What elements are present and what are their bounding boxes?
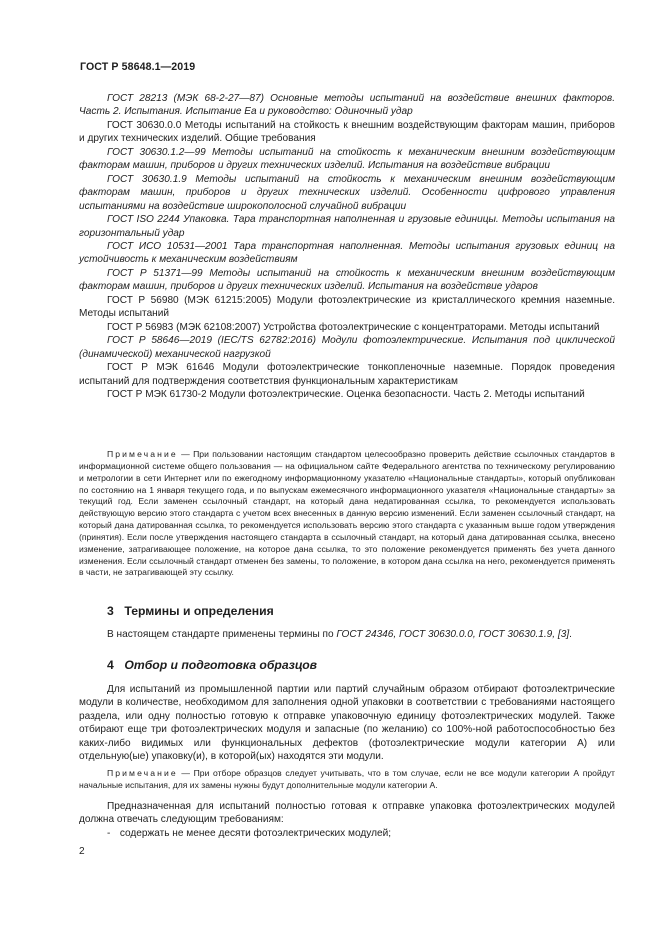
section-4-title: Отбор и подготовка образцов bbox=[124, 658, 318, 672]
normative-reference: ГОСТ ИСО 10531—2001 Тара транспортная наполненная. Методы испытания грузовых единиц на устойчивость к механическим воздействиям bbox=[79, 240, 615, 266]
section-4-paragraph-1: Для испытаний из промышленной партии или партий случайным образом отбирают фотоэлектрические модули в количестве, необходимом для заполнения одной упаковки в соответствии с требованиями настоящего раздела, или одну полностью готовую к отправке упаковочную единицу фотоэлектрических модулей. Также отбирают еще три фотоэлектрических модуля и запасные (по желанию) со 100%-ной работоспособностью без каких-либо видимых или функциональных дефектов (фотоэлектрические модули категории А) или отдельную(ые) упаковку(и), в которой(ых) находятся эти модули. bbox=[79, 684, 615, 763]
requirement-list-item bbox=[107, 828, 391, 839]
normative-reference: ГОСТ Р МЭК 61646 Модули фотоэлектрические тонкопленочные наземные. Порядок проведения испытаний для подтверждения соответствия функциональным характеристикам bbox=[79, 362, 615, 387]
section-3-title: Термины и определения bbox=[124, 604, 274, 618]
section-3-text-after: . bbox=[569, 629, 572, 640]
note-label: Примечание bbox=[107, 449, 178, 459]
normative-reference: ГОСТ Р 51371—99 Методы испытаний на стойкость к механическим внешним воздействующим факторам машин, приборов и других технических изделий. Испытания на воздействие ударов bbox=[79, 267, 615, 293]
section-3-heading bbox=[107, 604, 274, 618]
normative-reference: ГОСТ Р 56980 (МЭК 61215:2005) Модули фотоэлектрические из кристаллического кремния наземные. Методы испытаний bbox=[79, 294, 615, 320]
normative-reference: ГОСТ 30630.1.9 Методы испытаний на стойкость к механическим внешним воздействующим факторам машин, приборов и других технических изделий. Особенности цифрового управления испытаниями на воздействие широкополосной случайной вибрации bbox=[79, 173, 615, 212]
normative-reference: ГОСТ 30630.1.2—99 Методы испытаний на стойкость к механическим внешним воздействующим факторам машин, приборов и других технических изделий. Испытания на воздействие вибрации bbox=[79, 146, 615, 172]
section-3-paragraph bbox=[79, 628, 615, 641]
note-sampling-label: Примечание bbox=[107, 768, 178, 778]
section-4-paragraph-2: Предназначенная для испытаний полностью готовая к отправке упаковка фотоэлектрических модулей должна отвечать следующим требованиям: bbox=[79, 801, 615, 826]
document-header: ГОСТ Р 58648.1—2019 bbox=[80, 61, 196, 73]
section-4-number: 4 bbox=[107, 658, 114, 672]
normative-reference: ГОСТ 30630.0.0 Методы испытаний на стойкость к внешним воздействующим факторам машин, приборов и других технических изделий. Общие требования bbox=[79, 119, 615, 145]
normative-reference: ГОСТ Р 58646—2019 (IEC/TS 62782:2016) Модули фотоэлектрические. Испытания под циклической (динамической) механической нагрузкой bbox=[79, 335, 615, 360]
normative-reference: ГОСТ Р МЭК 61730-2 Модули фотоэлектрические. Оценка безопасности. Часть 2. Методы испытаний bbox=[107, 388, 585, 400]
section-3-number: 3 bbox=[107, 604, 114, 618]
normative-reference: ГОСТ ISO 2244 Упаковка. Тара транспортная наполненная и грузовые единицы. Методы испытания на горизонтальный удар bbox=[79, 214, 615, 239]
note-references bbox=[79, 449, 615, 579]
normative-reference: ГОСТ 28213 (МЭК 68-2-27—87) Основные методы испытаний на воздействие внешних факторов. Часть 2. Испытания. Испытание Еа и руководство: Одиночный удар bbox=[79, 93, 615, 118]
list-item-text: содержать не менее десяти фотоэлектрических модулей; bbox=[119, 828, 392, 839]
list-dash: - bbox=[107, 828, 111, 839]
note-sampling-text: — При отборе образцов следует учитывать, что в том случае, если не все модули категории А пройдут начальные испытания, для их замены нужны будут дополнительные модули категории А. bbox=[79, 768, 615, 790]
page-number: 2 bbox=[79, 846, 85, 857]
note-sampling bbox=[79, 768, 615, 792]
normative-reference: ГОСТ Р 56983 (МЭК 62108:2007) Устройства фотоэлектрические с концентраторами. Методы испытаний bbox=[107, 321, 600, 333]
section-4-heading bbox=[107, 658, 317, 672]
section-3-refs: ГОСТ 24346, ГОСТ 30630.0.0, ГОСТ 30630.1.9, [3] bbox=[336, 629, 570, 640]
normative-references-list bbox=[79, 92, 615, 401]
note-text: — При пользовании настоящим стандартом целесообразно проверить действие ссылочных стандартов в информационной системе общего пользования — на официальном сайте Федерального агентства по техническому регулированию и метрологии в сети Интернет или по ежегодному информационному указателю «Национальные стандарты», который опубликован по состоянию на 1 января текущего года, и по выпускам ежемесячного информационного указателя «Национальные стандарты» за текущий год. Если заменен ссылочный стандарт, на который дана недатированная ссылка, то рекомендуется использовать действующую версию этого стандарта с учетом всех внесенных в данную версию изменений. Если заменен ссылочный стандарт, на который дана датированная ссылка, то рекомендуется использовать версию этого стандарта с указанным выше годом утверждения (принятия). Если после утверждения настоящего стандарта в ссылочный стандарт, на который дана датированная ссылка, внесено изменение, затрагивающее положение, на которое дана ссылка, то это положение рекомендуется применять без учета данного изменения. Если ссылочный стандарт отменен без замены, то положение, в котором дана ссылка на него, рекомендуется применять в части, не затрагивающей эту ссылку. bbox=[79, 449, 616, 578]
section-3-text-before: В настоящем стандарте применены термины по bbox=[107, 629, 337, 640]
